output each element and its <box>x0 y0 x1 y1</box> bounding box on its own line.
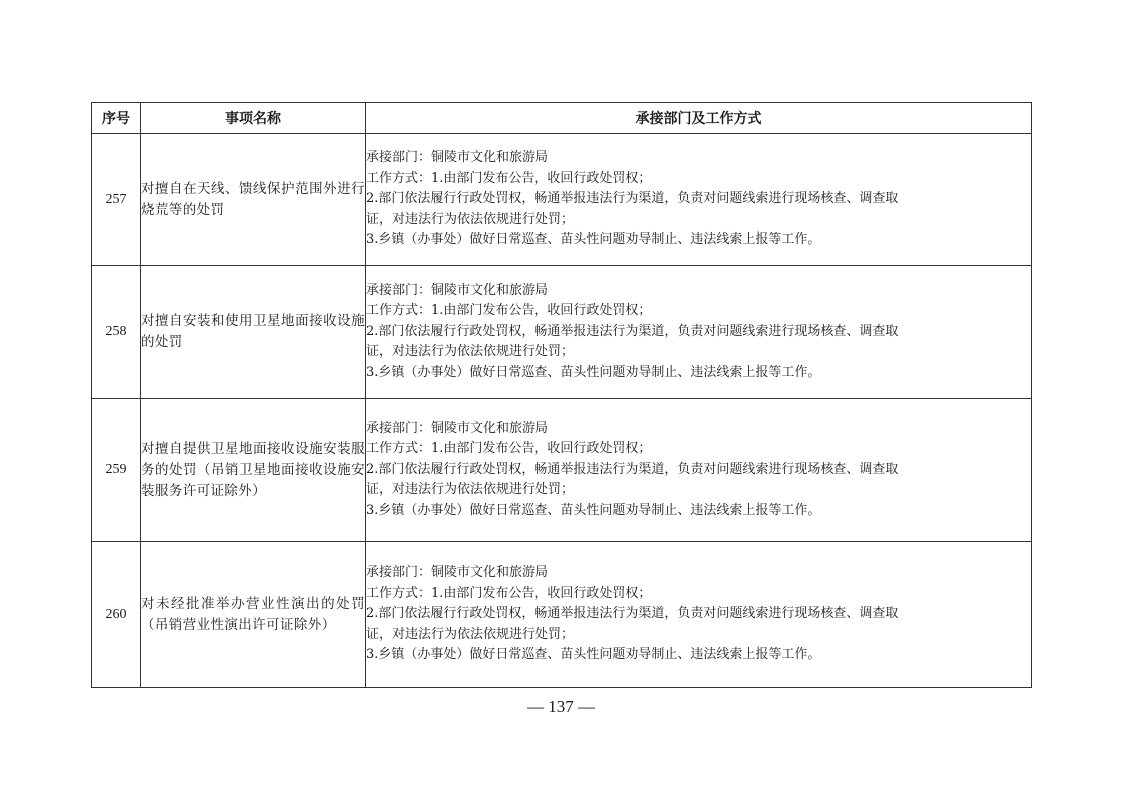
method-line: 工作方式：1.由部门发布公告，收回行政处罚权； <box>366 441 652 457</box>
row-item-name: 对擅自提供卫星地面接收设施安装服务的处罚（吊销卫星地面接收设施安装服务许可证除外） <box>141 399 366 542</box>
row-department-and-method <box>366 134 1032 266</box>
row-item-name: 对擅自安装和使用卫星地面接收设施的处罚 <box>141 266 366 399</box>
method-line: 2.部门依法履行行政处罚权，畅通举报违法行为渠道，负责对问题线索进行现场核查、调查取 <box>366 323 899 339</box>
items-table <box>91 102 1032 688</box>
table-row <box>92 399 1032 542</box>
row-serial-number: 258 <box>92 266 141 399</box>
method-line: 2.部门依法履行行政处罚权，畅通举报违法行为渠道，负责对问题线索进行现场核查、调查取 <box>366 461 899 477</box>
table-row <box>92 266 1032 399</box>
method-line: 承接部门：铜陵市文化和旅游局 <box>366 565 549 581</box>
method-line: 证，对违法行为依法依规进行处罚； <box>366 211 575 227</box>
header-department-and-method: 承接部门及工作方式 <box>366 103 1032 134</box>
row-serial-number: 257 <box>92 134 141 266</box>
method-line: 3.乡镇（办事处）做好日常巡查、苗头性问题劝导制止、违法线索上报等工作。 <box>366 502 821 518</box>
row-item-name: 对未经批准举办营业性演出的处罚（吊销营业性演出许可证除外） <box>141 542 366 688</box>
method-line: 承接部门：铜陵市文化和旅游局 <box>366 150 549 166</box>
method-line: 证，对违法行为依法依规进行处罚； <box>366 482 575 498</box>
row-department-and-method <box>366 266 1032 399</box>
method-line: 工作方式：1.由部门发布公告，收回行政处罚权； <box>366 303 652 319</box>
row-serial-number: 260 <box>92 542 141 688</box>
table-row <box>92 542 1032 688</box>
row-item-name: 对擅自在天线、馈线保护范围外进行烧荒等的处罚 <box>141 134 366 266</box>
row-serial-number: 259 <box>92 399 141 542</box>
method-line: 3.乡镇（办事处）做好日常巡查、苗头性问题劝导制止、违法线索上报等工作。 <box>366 364 821 380</box>
row-department-and-method <box>366 399 1032 542</box>
header-serial-number: 序号 <box>92 103 141 134</box>
method-line: 承接部门：铜陵市文化和旅游局 <box>366 420 549 436</box>
method-line: 3.乡镇（办事处）做好日常巡查、苗头性问题劝导制止、违法线索上报等工作。 <box>366 647 821 663</box>
method-line: 证，对违法行为依法依规进行处罚； <box>366 344 575 360</box>
method-line: 工作方式：1.由部门发布公告，收回行政处罚权； <box>366 170 652 186</box>
method-line: 2.部门依法履行行政处罚权，畅通举报违法行为渠道，负责对问题线索进行现场核查、调查取 <box>366 606 899 622</box>
method-line: 3.乡镇（办事处）做好日常巡查、苗头性问题劝导制止、违法线索上报等工作。 <box>366 232 821 248</box>
method-line: 工作方式：1.由部门发布公告，收回行政处罚权； <box>366 585 652 601</box>
page-number: — 137 — <box>527 697 595 716</box>
method-line: 证，对违法行为依法依规进行处罚； <box>366 626 575 642</box>
row-department-and-method <box>366 542 1032 688</box>
method-line: 2.部门依法履行行政处罚权，畅通举报违法行为渠道，负责对问题线索进行现场核查、调查取 <box>366 191 899 207</box>
table-row <box>92 134 1032 266</box>
method-line: 承接部门：铜陵市文化和旅游局 <box>366 282 549 298</box>
header-item-name: 事项名称 <box>141 103 366 134</box>
table-header-row <box>92 103 1032 134</box>
